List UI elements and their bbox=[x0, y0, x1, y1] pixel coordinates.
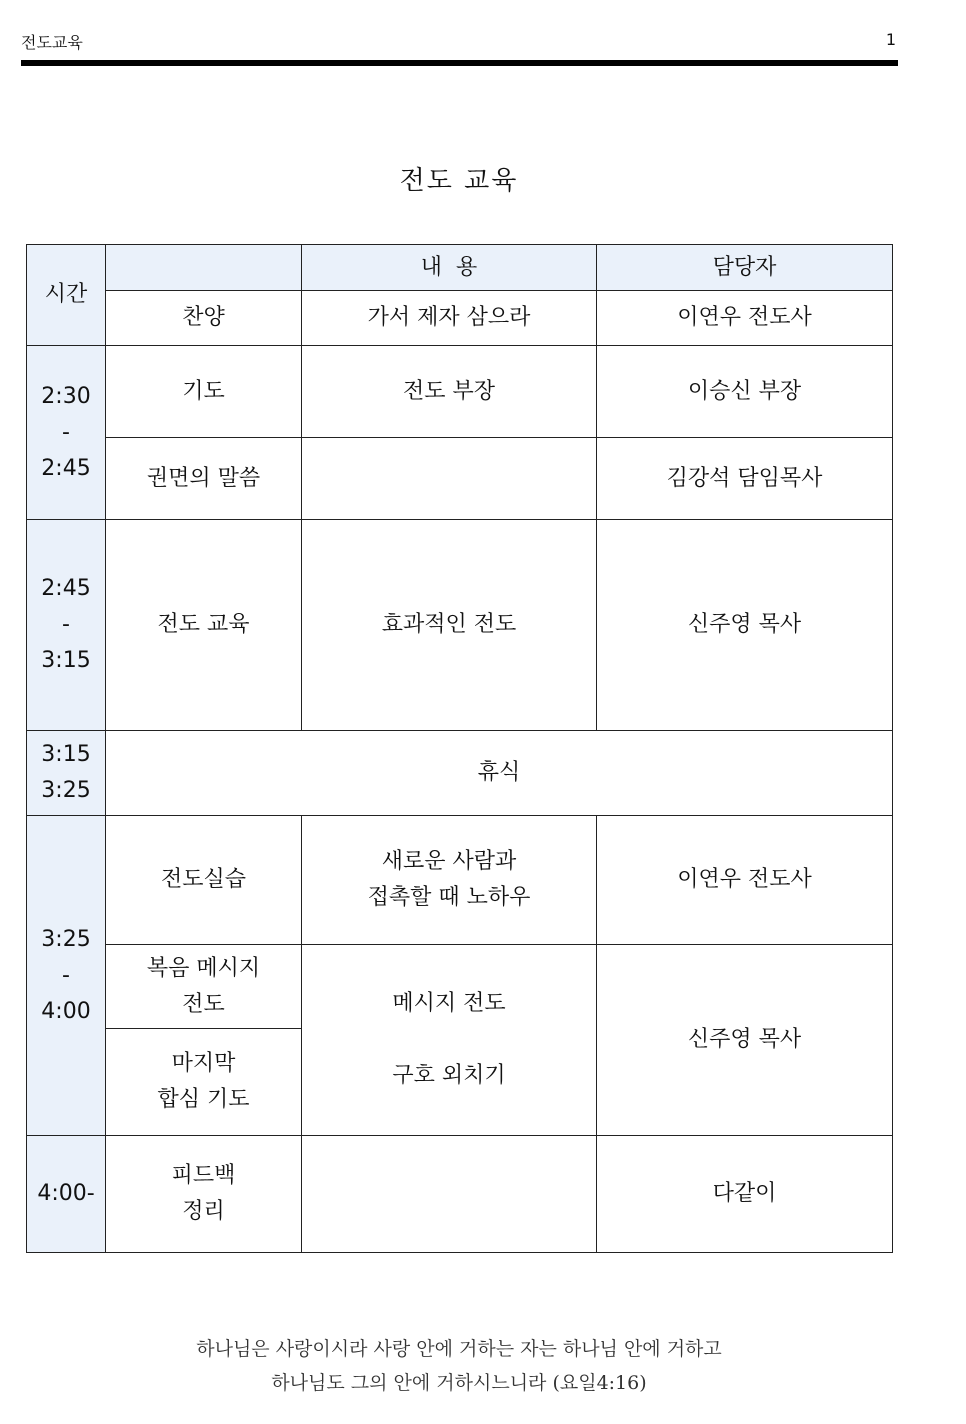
item-cell bbox=[106, 945, 302, 1029]
content-line: 새로운 사람과 bbox=[381, 849, 517, 874]
time-start: 3:25 bbox=[41, 926, 91, 952]
table-row bbox=[27, 1136, 893, 1253]
time-cell bbox=[27, 346, 106, 520]
content-cell: 효과적인 전도 bbox=[302, 520, 597, 731]
item-line: 정리 bbox=[182, 1199, 225, 1224]
item-line: 합심 기도 bbox=[157, 1087, 250, 1112]
item-header bbox=[106, 245, 302, 291]
table-row bbox=[27, 291, 893, 346]
time-cell bbox=[27, 731, 106, 816]
time-cell bbox=[27, 520, 106, 731]
verse-line: 하나님도 그의 안에 거하시느니라 (요일4:16) bbox=[271, 1372, 647, 1394]
table-row bbox=[27, 945, 893, 1029]
item-cell: 찬양 bbox=[106, 291, 302, 346]
content-line: 접촉할 때 노하우 bbox=[367, 885, 531, 910]
content-line: 메시지 전도 bbox=[392, 991, 506, 1016]
time-start: 2:45 bbox=[41, 576, 91, 601]
content-cell bbox=[302, 1136, 597, 1253]
table-row bbox=[27, 520, 893, 731]
page-number: 1 bbox=[885, 30, 896, 49]
time-dash: - bbox=[62, 419, 70, 445]
content-cell bbox=[302, 816, 597, 945]
header-rule bbox=[21, 60, 898, 66]
time-end: 2:45 bbox=[41, 455, 91, 481]
person-cell: 다같이 bbox=[597, 1136, 893, 1253]
content-cell: 가서 제자 삼으라 bbox=[302, 291, 597, 346]
time-cell: 4:00- bbox=[27, 1136, 106, 1253]
item-line: 전도 bbox=[182, 991, 225, 1017]
time-cell bbox=[27, 816, 106, 1136]
person-header: 담당자 bbox=[597, 245, 893, 291]
time-dash: - bbox=[62, 612, 70, 637]
item-cell: 권면의 말씀 bbox=[106, 438, 302, 520]
content-header: 내 용 bbox=[302, 245, 597, 291]
time-start: 3:15 bbox=[41, 742, 91, 767]
item-line: 피드백 bbox=[171, 1163, 236, 1188]
verse-line: 하나님은 사랑이시라 사랑 안에 거하는 자는 하나님 안에 거하고 bbox=[196, 1338, 722, 1360]
item-line: 마지막 bbox=[171, 1051, 236, 1076]
item-cell bbox=[106, 1136, 302, 1253]
content-line: 구호 외치기 bbox=[392, 1063, 506, 1088]
document-title: 전도 교육 bbox=[399, 166, 519, 196]
person-cell: 신주영 목사 bbox=[597, 520, 893, 731]
table-row bbox=[27, 816, 893, 945]
person-cell: 이연우 전도사 bbox=[597, 291, 893, 346]
item-cell bbox=[106, 1029, 302, 1136]
page-header bbox=[21, 30, 898, 52]
time-header: 시간 bbox=[27, 245, 106, 346]
content-cell: 전도 부장 bbox=[302, 346, 597, 438]
table-row bbox=[27, 346, 893, 438]
time-dash: - bbox=[62, 962, 70, 988]
table-header-row bbox=[27, 245, 893, 291]
time-end: 4:00 bbox=[41, 998, 91, 1024]
person-cell: 이연우 전도사 bbox=[597, 816, 893, 945]
schedule-table bbox=[26, 244, 893, 1253]
item-line: 복음 메시지 bbox=[146, 955, 261, 981]
item-cell: 기도 bbox=[106, 346, 302, 438]
content-cell bbox=[302, 438, 597, 520]
break-row bbox=[27, 731, 893, 816]
person-cell: 신주영 목사 bbox=[597, 945, 893, 1136]
time-start: 2:30 bbox=[41, 383, 91, 409]
content-cell bbox=[302, 945, 597, 1136]
break-label: 휴식 bbox=[106, 731, 893, 816]
person-cell: 김강석 담임목사 bbox=[597, 438, 893, 520]
header-title: 전도교육 bbox=[21, 33, 83, 52]
table-row bbox=[27, 438, 893, 520]
item-cell: 전도 교육 bbox=[106, 520, 302, 731]
item-cell: 전도실습 bbox=[106, 816, 302, 945]
person-cell: 이승신 부장 bbox=[597, 346, 893, 438]
time-end: 3:15 bbox=[41, 648, 91, 673]
bible-verse bbox=[0, 1332, 918, 1400]
time-end: 3:25 bbox=[41, 778, 91, 803]
